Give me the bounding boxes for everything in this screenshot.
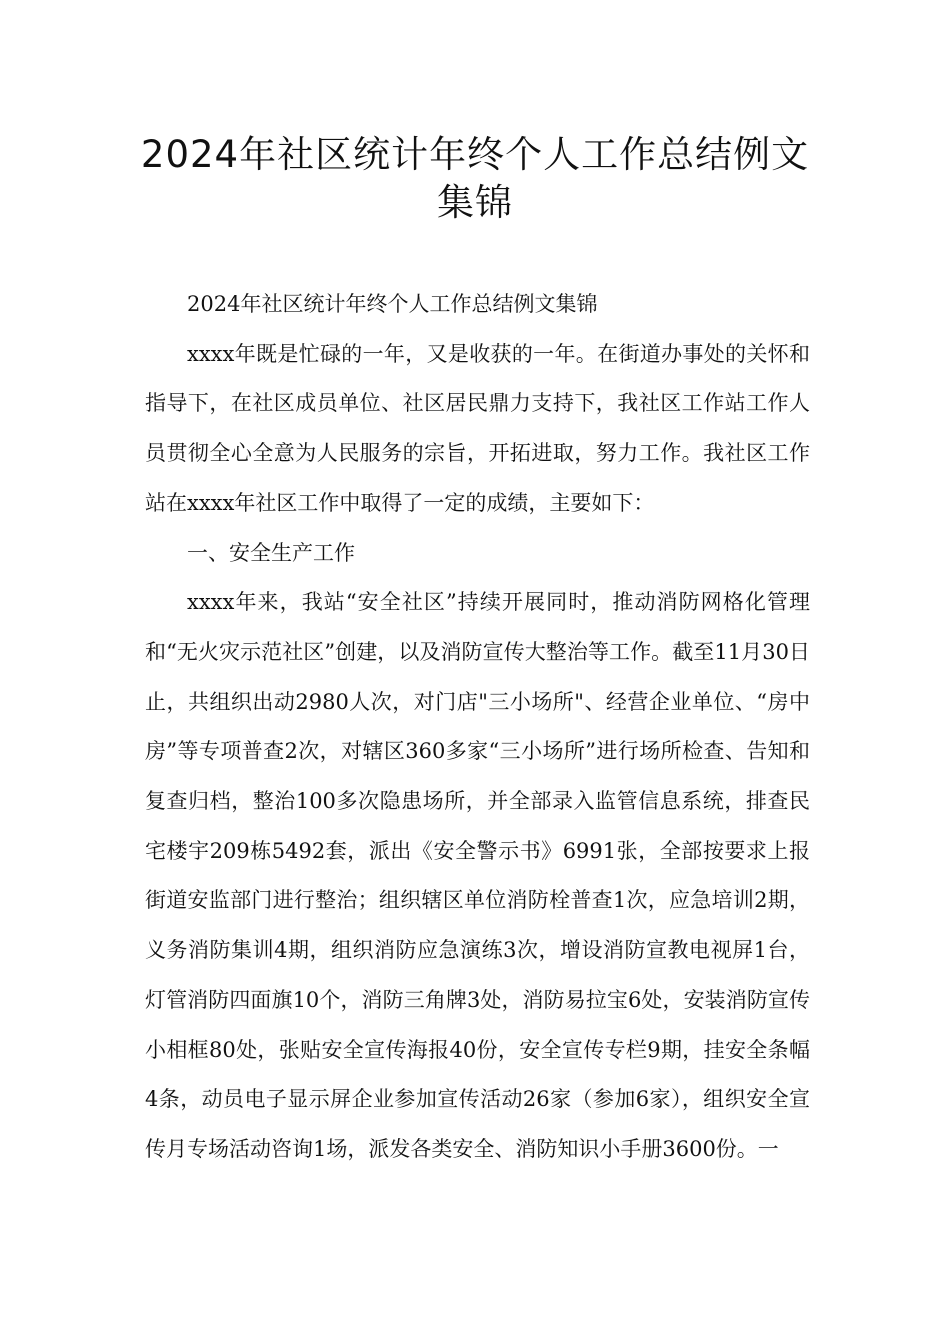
document-title-line1: 2024年社区统计年终个人工作总结例文 — [140, 133, 810, 176]
document-body — [145, 280, 810, 1175]
safety-paragraph: xxxx年来，我站“安全社区”持续开展同时，推动消防网格化管理和“无火灾示范社区”创建，以及消防宣传大整治等工作。截至11月30日止，共组织出动2980人次，对门店"三小场所"、经营企业单位、“房中房”等专项普查2次，对辖区360多家“三小场所”进行场所检查、告知和复查归档，整治100多次隐患场所，并全部录入监管信息系统，排查民宅楼宇209栋5492套，派出《安全警示书》6991张，全部按要求上报街道安监部门进行整治；组织辖区单位消防栓普查1次，应急培训2期，义务消防集训4期，组织消防应急演练3次，增设消防宣教电视屏1台，灯管消防四面旗10个，消防三角牌3处，消防易拉宝6处，安装消防宣传小相框80处，张贴安全宣传海报40份，安全宣传专栏9期，挂安全条幅4条，动员电子显示屏企业参加宣传活动26家（参加6家），组织安全宣传月专场活动咨询1场，派发各类安全、消防知识小手册3600份。一 — [145, 590, 810, 1161]
intro-paragraph: xxxx年既是忙碌的一年，又是收获的一年。在街道办事处的关怀和指导下，在社区成员单位、社区居民鼎力支持下，我社区工作站工作人员贯彻全心全意为人民服务的宗旨，开拓进取，努力工作。我社区工作站在xxxx年社区工作中取得了一定的成绩，主要如下： — [145, 341, 810, 515]
subtitle-paragraph: 2024年社区统计年终个人工作总结例文集锦 — [187, 292, 598, 316]
document-title-line2: 集锦 — [437, 181, 513, 224]
section-heading-safety: 一、安全生产工作 — [187, 540, 355, 565]
